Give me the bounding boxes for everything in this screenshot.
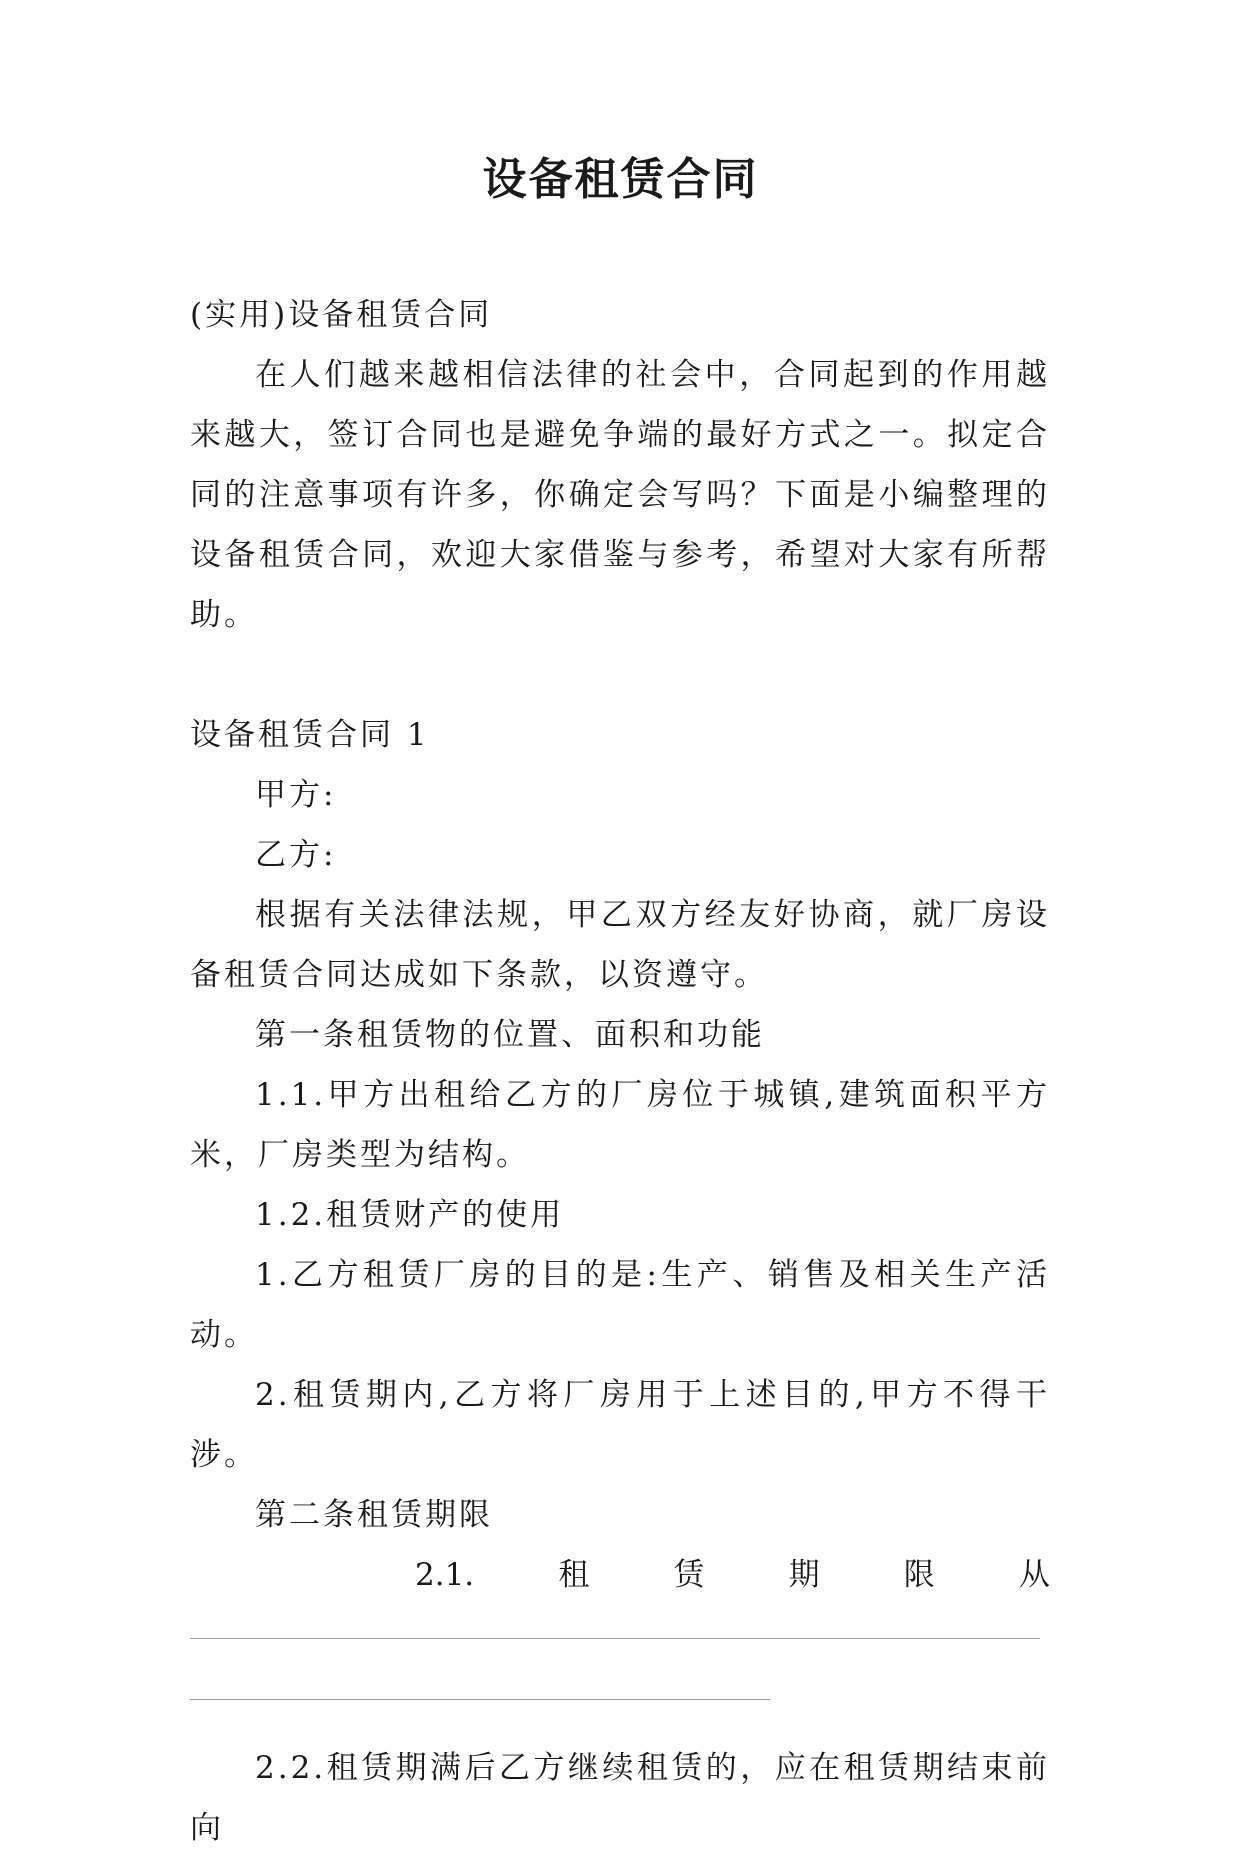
- clause-2-1-char: 租: [558, 1557, 590, 1593]
- preamble-paragraph: 根据有关法律法规，甲乙双方经友好协商，就厂房设备租赁合同达成如下条款，以资遵守。: [190, 897, 1050, 993]
- clause-1-1: 1.1.甲方出租给乙方的厂房位于城镇,建筑面积平方米，厂房类型为结构。: [190, 1077, 1050, 1173]
- clause-2-1-char: 期: [788, 1557, 820, 1593]
- document-body: [190, 285, 1050, 1858]
- section-heading: 设备租赁合同 1: [190, 717, 430, 753]
- list-item-1: 1.乙方租赁厂房的目的是:生产、销售及相关生产活动。: [190, 1257, 1050, 1353]
- document-subtitle: (实用)设备租赁合同: [190, 297, 493, 333]
- fill-in-line: [190, 1699, 770, 1700]
- document-title: 设备租赁合同: [482, 154, 759, 205]
- clause-2-1-char: 从: [1018, 1557, 1050, 1593]
- intro-paragraph: 在人们越来越相信法律的社会中，合同起到的作用越来越大，签订合同也是避免争端的最好方式之一。拟定合同的注意事项有许多，你确定会写吗？下面是小编整理的设备租赁合同，欢迎大家借鉴与参考，希望对大家有所帮助。: [190, 357, 1050, 633]
- article-2-heading: 第二条租赁期限: [255, 1497, 493, 1533]
- clause-2-2: 2.2.租赁期满后乙方继续租赁的，应在租赁期结束前向: [190, 1750, 1050, 1846]
- paragraph-spacer: [190, 645, 1050, 705]
- list-item-2: 2.租赁期内,乙方将厂房用于上述目的,甲方不得干涉。: [190, 1377, 1050, 1473]
- party-b-label: 乙方:: [255, 837, 337, 873]
- fill-in-line: [190, 1638, 1040, 1639]
- clause-2-1-char: 赁: [673, 1557, 705, 1593]
- clause-2-1-char: 限: [903, 1557, 935, 1593]
- article-1-heading: 第一条租赁物的位置、面积和功能: [255, 1017, 765, 1053]
- clause-2-1-number: 2.1.: [415, 1557, 475, 1593]
- clause-2-1: [190, 1545, 1050, 1605]
- clause-1-2: 1.2.租赁财产的使用: [255, 1197, 565, 1233]
- party-a-label: 甲方:: [255, 777, 337, 813]
